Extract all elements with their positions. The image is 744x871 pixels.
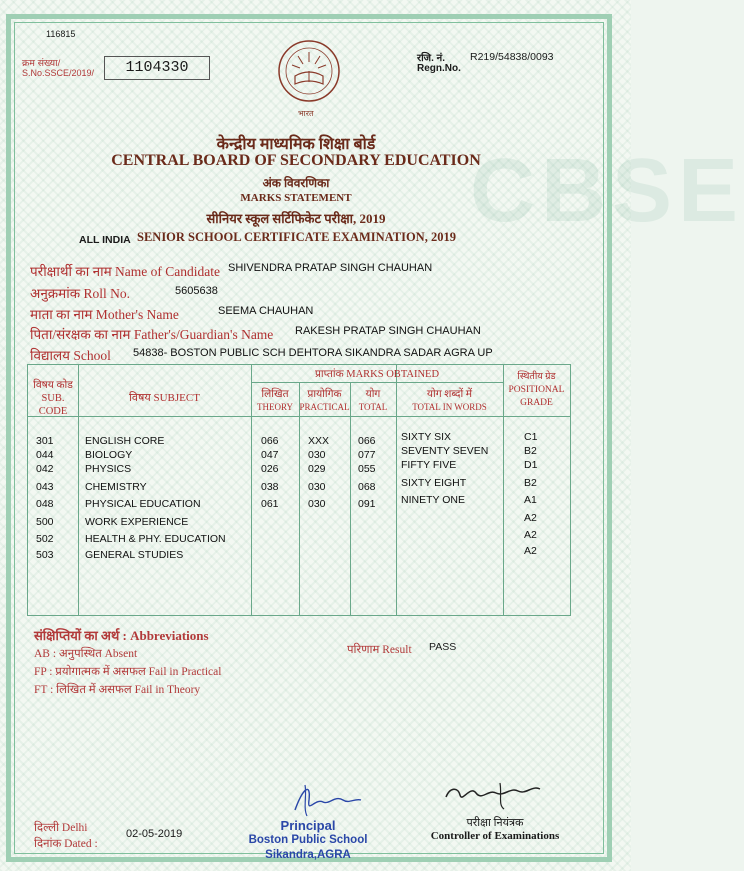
cell-code: 500 bbox=[36, 516, 54, 528]
regn-label-hindi: रजि. नं. bbox=[417, 53, 445, 64]
header-practical: प्रायोगिक PRACTICAL bbox=[299, 389, 350, 412]
cell-code: 048 bbox=[36, 498, 54, 510]
abbrev-absent: AB : अनुपस्थित Absent bbox=[34, 648, 138, 660]
cell-grade: D1 bbox=[524, 459, 538, 471]
cell-code: 042 bbox=[36, 463, 54, 475]
controller-label: Controller of Examinations bbox=[430, 830, 560, 842]
cell-grade: C1 bbox=[524, 431, 538, 443]
cell-grade: A2 bbox=[524, 529, 537, 541]
controller-signature bbox=[440, 775, 550, 815]
date-label: दिनांक Dated : bbox=[34, 838, 98, 850]
principal-signature bbox=[285, 780, 365, 820]
marks-table bbox=[27, 364, 571, 616]
cell-code: 043 bbox=[36, 481, 54, 493]
cell-subject: PHYSICAL EDUCATION bbox=[85, 498, 201, 510]
cell-code: 044 bbox=[36, 449, 54, 461]
header-total-in-words: योग शब्दों में TOTAL IN WORDS bbox=[412, 389, 487, 412]
cell-theory: 066 bbox=[261, 435, 279, 447]
cell-grade: A2 bbox=[524, 512, 537, 524]
abbrev-fail-theory: FT : लिखित में असफल Fail in Theory bbox=[34, 684, 201, 696]
board-title: CENTRAL BOARD OF SECONDARY EDUCATION bbox=[111, 152, 481, 169]
cell-grade: A1 bbox=[524, 494, 537, 506]
roll-label: अनुक्रमांक Roll No. bbox=[30, 286, 130, 301]
cell-grade: B2 bbox=[524, 445, 537, 457]
cell-subject: HEALTH & PHY. EDUCATION bbox=[85, 533, 226, 545]
cell-grade: A2 bbox=[524, 545, 537, 557]
cell-total: 055 bbox=[358, 463, 376, 475]
cell-words: SIXTY EIGHT bbox=[401, 477, 467, 489]
roll-number: 5605638 bbox=[175, 285, 218, 297]
cbse-emblem bbox=[274, 38, 344, 116]
cell-total: 077 bbox=[358, 449, 376, 461]
cell-theory: 038 bbox=[261, 481, 279, 493]
cell-code: 503 bbox=[36, 549, 54, 561]
header-subject-code: विषय कोड SUB. CODE bbox=[33, 380, 73, 417]
top-number: 116815 bbox=[46, 29, 76, 39]
exam-title: SENIOR SCHOOL CERTIFICATE EXAMINATION, 2019 bbox=[137, 230, 456, 244]
cell-code: 502 bbox=[36, 533, 54, 545]
regn-label: Regn.No. bbox=[417, 63, 461, 74]
cell-total: 091 bbox=[358, 498, 376, 510]
statement-title-hindi: अंक विवरणिका bbox=[262, 176, 330, 190]
controller-label-hindi: परीक्षा नियंत्रक bbox=[466, 817, 524, 829]
cell-practical: 029 bbox=[308, 463, 326, 475]
cell-theory: 061 bbox=[261, 498, 279, 510]
abbreviations-title: संक्षिप्तियों का अर्थ : Abbreviations bbox=[34, 628, 209, 643]
mother-name-label: माता का नाम Mother's Name bbox=[30, 307, 179, 322]
abbrev-fail-practical: FP : प्रयोगात्मक में असफल Fail in Practical bbox=[34, 666, 222, 678]
emblem-caption: भारत bbox=[298, 109, 314, 118]
issue-date: 02-05-2019 bbox=[126, 828, 183, 840]
father-name: RAKESH PRATAP SINGH CHAUHAN bbox=[295, 325, 481, 337]
cell-grade: B2 bbox=[524, 477, 537, 489]
place-label: दिल्ली Delhi bbox=[34, 822, 88, 834]
school-name: 54838- BOSTON PUBLIC SCH DEHTORA SIKANDRA SADAR AGRA UP bbox=[133, 347, 493, 359]
result-value: PASS bbox=[429, 641, 457, 653]
principal-stamp-place: Sikandra,AGRA bbox=[265, 849, 351, 861]
serial-number: 1104330 bbox=[104, 56, 210, 80]
cell-practical: 030 bbox=[308, 449, 326, 461]
cell-subject: ENGLISH CORE bbox=[85, 435, 165, 447]
cell-theory: 026 bbox=[261, 463, 279, 475]
cell-subject: CHEMISTRY bbox=[85, 481, 147, 493]
cell-subject: GENERAL STUDIES bbox=[85, 549, 184, 561]
cell-total: 066 bbox=[358, 435, 376, 447]
father-name-label: पिता/संरक्षक का नाम Father's/Guardian's Name bbox=[30, 327, 274, 342]
cell-subject: WORK EXPERIENCE bbox=[85, 516, 189, 528]
candidate-name-label: परीक्षार्थी का नाम Name of Candidate bbox=[30, 264, 220, 279]
cell-theory: 047 bbox=[261, 449, 279, 461]
cell-words: SEVENTY SEVEN bbox=[401, 445, 489, 457]
board-title-hindi: केन्द्रीय माध्यमिक शिक्षा बोर्ड bbox=[216, 136, 376, 153]
cell-words: FIFTY FIVE bbox=[401, 459, 457, 471]
school-label: विद्यालय School bbox=[30, 348, 111, 363]
cell-words: NINETY ONE bbox=[401, 494, 465, 506]
cell-practical: 030 bbox=[308, 481, 326, 493]
cell-subject: BIOLOGY bbox=[85, 449, 133, 461]
regn-number: R219/54838/0093 bbox=[470, 51, 554, 63]
principal-stamp-school: Boston Public School bbox=[248, 834, 368, 846]
cell-subject: PHYSICS bbox=[85, 463, 132, 475]
header-theory: लिखित THEORY bbox=[257, 389, 293, 412]
serial-label: S.No.SSCE/2019/ bbox=[22, 68, 95, 78]
header-marks-obtained: प्राप्तांक MARKS OBTAINED bbox=[314, 369, 440, 380]
background-watermark: CBSE bbox=[470, 141, 744, 241]
cell-total: 068 bbox=[358, 481, 376, 493]
serial-label-hindi: क्रम संख्या/ bbox=[22, 58, 61, 69]
header-subject: विषय SUBJECT bbox=[129, 392, 200, 404]
cell-practical: XXX bbox=[308, 435, 330, 447]
cell-words: SIXTY SIX bbox=[401, 431, 451, 443]
candidate-name: SHIVENDRA PRATAP SINGH CHAUHAN bbox=[228, 262, 433, 274]
all-india-label: ALL INDIA bbox=[79, 234, 131, 246]
exam-title-hindi: सीनियर स्कूल सर्टिफिकेट परीक्षा, 2019 bbox=[206, 211, 386, 226]
principal-stamp-title: Principal bbox=[280, 818, 336, 833]
cell-code: 301 bbox=[36, 435, 54, 447]
result-label: परिणाम Result bbox=[347, 644, 412, 656]
cell-practical: 030 bbox=[308, 498, 326, 510]
header-positional-grade: स्थितीय ग्रेड POSITIONAL GRADE bbox=[508, 372, 565, 408]
statement-title: MARKS STATEMENT bbox=[240, 192, 352, 204]
header-total: योग TOTAL bbox=[358, 389, 388, 412]
mother-name: SEEMA CHAUHAN bbox=[218, 305, 314, 317]
